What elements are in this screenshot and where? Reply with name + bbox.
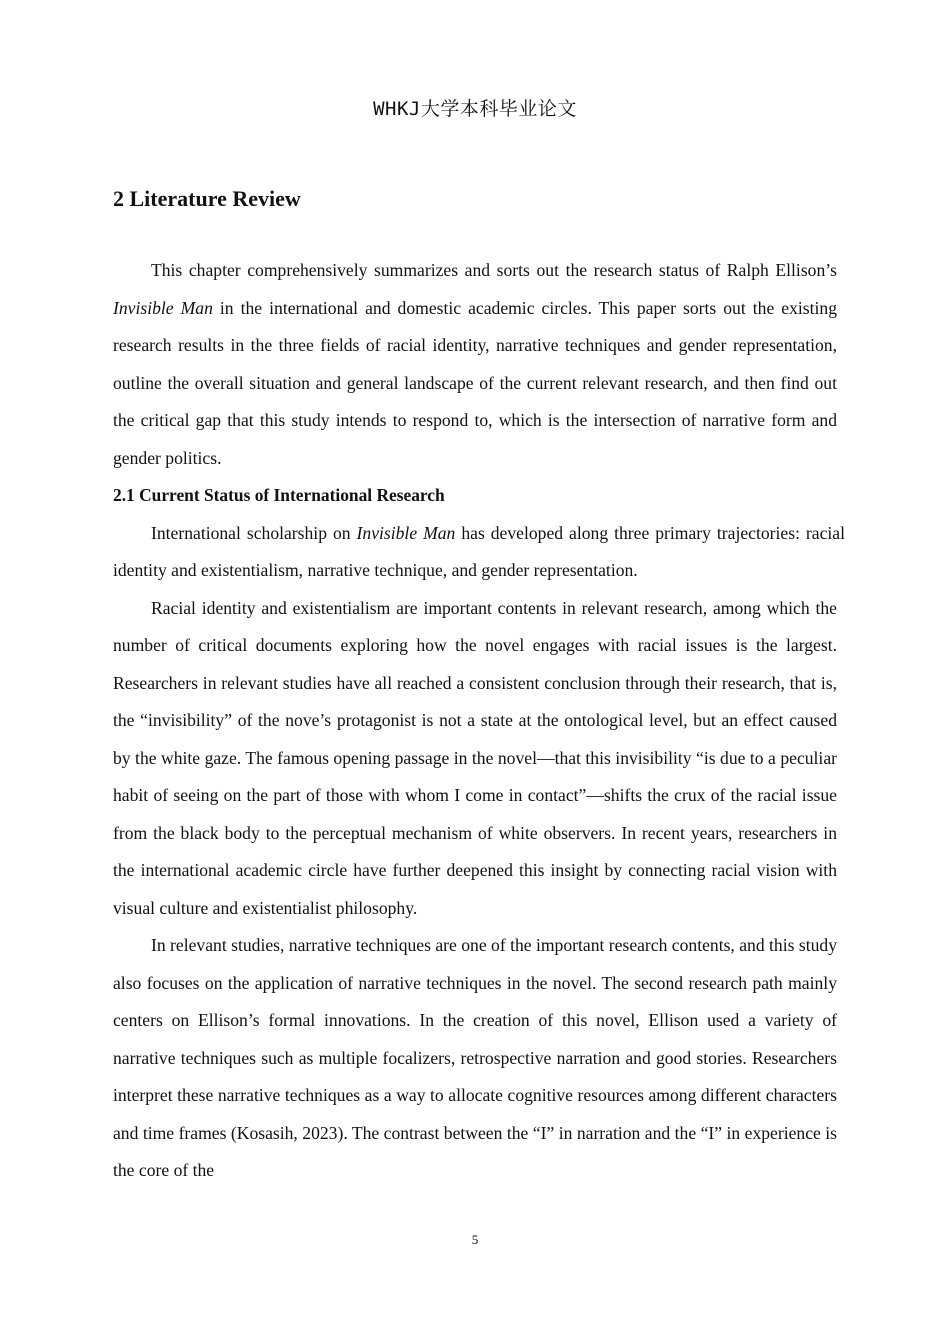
page-number: 5 [471, 1232, 479, 1247]
intro-text-end: in the international and domestic academic circles. This paper sorts out the existing research results in the three fields of racial identity, narrative techniques and gender representation, outline the overall situation and general landscape of the current relevant research, and then find out the critical gap that this study intends to respond to, which is the intersection of narrative form and gender politics. [113, 297, 838, 468]
paragraph-racial-identity: Racial identity and existentialism are important contents in relevant research, among which the number of critical documents exploring how the novel engages with racial issues is the largest. Researchers in relevant studies have all reached a consistent conclusion through their research, that is, the “invisibility” of the nove’s protagonist is not a state at the ontological level, but an effect caused by the white gaze. The famous opening passage in the novel—that this invisibility “is due to a peculiar habit of seeing on the part of those with whom I come in contact”—shifts the crux of the racial issue from the black body to the perceptual mechanism of white observers. In recent years, researchers in the international academic circle have further deepened this insight by connecting racial vision with visual culture and existentialist philosophy. [113, 597, 837, 918]
trajectories-text-start: International scholarship on [151, 522, 357, 543]
paragraph-narrative-techniques: In relevant studies, narrative techniques are one of the important research contents, and this study also focuses on the application of narrative techniques in the novel. The second research path mainly centers on Ellison’s formal innovations. In the creation of this novel, Ellison used a variety of narrative techniques such as multiple focalizers, retrospective narration and good stories. Researchers interpret these narrative techniques as a way to allocate cognitive resources among different characters and time frames (Kosasih, 2023). The contrast between the “I” in narration and the “I” in experience is the core of the [113, 935, 837, 1180]
running-header: WHKJ大学本科毕业论文 [373, 98, 577, 120]
section-heading-2-1: 2.1 Current Status of International Research [113, 485, 445, 505]
trajectories-text-end: has developed along three primary trajectories: racial identity and existentialism, narrative technique, and gender representation. [113, 522, 845, 580]
body-text [113, 252, 845, 1190]
intro-paragraph [113, 252, 837, 477]
chapter-title: 2 Literature Review [113, 186, 301, 211]
intro-text-start: This chapter comprehensively summarizes and sorts out the research status of Ralph Ellison’s [151, 260, 837, 280]
book-title-italic: Invisible Man [113, 297, 213, 318]
book-title-italic: Invisible Man [356, 522, 456, 543]
paragraph-trajectories [113, 515, 845, 590]
